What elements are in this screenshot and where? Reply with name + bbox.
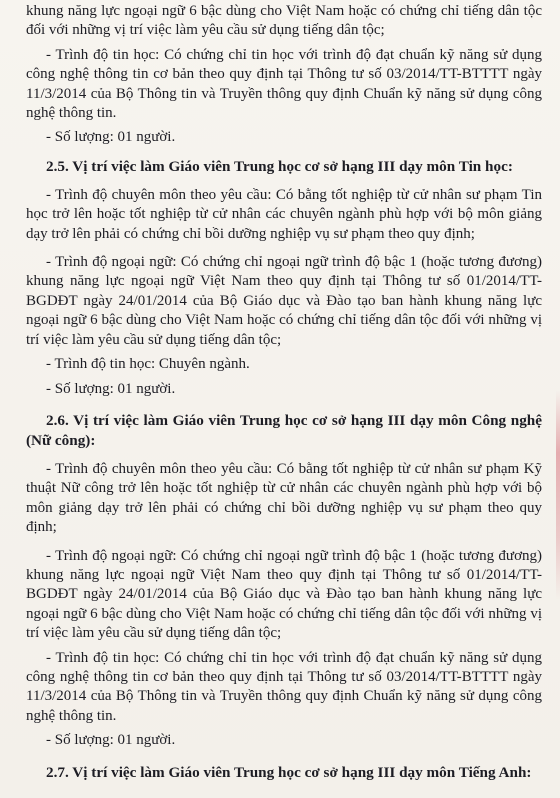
paragraph-it-requirement: - Trình độ tin học: Có chứng chỉ tin học với trình độ đạt chuẩn kỹ năng sử dụng công nghệ thông tin cơ bản theo quy định tại Thông tư số 03/2014/TT-BTTTT ngày 11/3/2014 của Bộ Thông tin và Truyền thông quy định Chuẩn kỹ năng sử dụng công nghệ thông tin. xyxy=(26,649,542,724)
section-heading-2-5: 2.5. Vị trí việc làm Giáo viên Trung học cơ sở hạng III dạy môn Tin học: xyxy=(46,157,513,175)
page-edge-seal-mark xyxy=(556,390,560,600)
paragraph-it-requirement: - Trình độ tin học: Chuyên ngành. xyxy=(46,356,250,373)
paragraph-quantity: - Số lượng: 01 người. xyxy=(46,129,176,146)
paragraph-language-requirement: - Trình độ ngoại ngữ: Có chứng chỉ ngoại ngữ trình độ bậc 1 (hoặc tương đương) khung năng lực ngoại ngữ Việt Nam theo quy định tại Thông tư số 01/2014/TT-BGDĐT ngày 24/01/2014 của Bộ Giáo dục và Đào tạo ban hành khung năng lực ngoại ngữ 6 bậc dùng cho Việt Nam hoặc có chứng chỉ tiếng dân tộc đối với những vị trí việc làm yêu cầu sử dụng tiếng dân tộc; xyxy=(26,547,542,642)
paragraph-it-requirement: - Trình độ tin học: Có chứng chỉ tin học với trình độ đạt chuẩn kỹ năng sử dụng công nghệ thông tin cơ bản theo quy định tại Thông tư số 03/2014/TT-BTTTT ngày 11/3/2014 của Bộ Thông tin và Truyền thông quy định Chuẩn kỹ năng sử dụng công nghệ thông tin. xyxy=(26,46,542,122)
paragraph-continuation: khung năng lực ngoại ngữ 6 bậc dùng cho Việt Nam hoặc có chứng chỉ tiếng dân tộc đối với những vị trí việc làm yêu cầu sử dụng tiếng dân tộc; xyxy=(26,3,542,39)
paragraph-language-requirement: - Trình độ ngoại ngữ: Có chứng chỉ ngoại ngữ trình độ bậc 1 (hoặc tương đương) khung năng lực ngoại ngữ Việt Nam theo quy định tại Thông tư số 01/2014/TT-BGDĐT ngày 24/01/2014 của Bộ Giáo dục và Đào tạo ban hành khung năng lực ngoại ngữ 6 bậc dùng cho Việt Nam hoặc có chứng chỉ tiếng dân tộc đối với những vị trí việc làm yêu cầu sử dụng tiếng dân tộc; xyxy=(26,254,542,348)
paragraph-quantity: - Số lượng: 01 người. xyxy=(46,380,176,397)
paragraph-professional-requirement: - Trình độ chuyên môn theo yêu cầu: Có bằng tốt nghiệp từ cử nhân sư phạm Kỹ thuật Nữ công trở lên hoặc tốt nghiệp từ cử nhân các chuyên ngành phù hợp với bộ môn giảng dạy trở lên phải có chứng chỉ bồi dưỡng nghiệp vụ sư phạm theo quy định; xyxy=(26,460,542,536)
paragraph-quantity: - Số lượng: 01 người. xyxy=(46,732,176,749)
section-heading-2-6: 2.6. Vị trí việc làm Giáo viên Trung học cơ sở hạng III dạy môn Công nghệ (Nữ công): xyxy=(26,411,542,449)
paragraph-professional-requirement: - Trình độ chuyên môn theo yêu cầu: Có bằng tốt nghiệp từ cử nhân sư phạm Tin học trở lên hoặc tốt nghiệp từ cử nhân các chuyên ngành phù hợp với bộ môn giảng dạy trở lên phải có chứng chỉ bồi dưỡng nghiệp vụ sư phạm theo quy định; xyxy=(26,186,542,242)
section-heading-2-7: 2.7. Vị trí việc làm Giáo viên Trung học cơ sở hạng III dạy môn Tiếng Anh: xyxy=(46,763,532,781)
